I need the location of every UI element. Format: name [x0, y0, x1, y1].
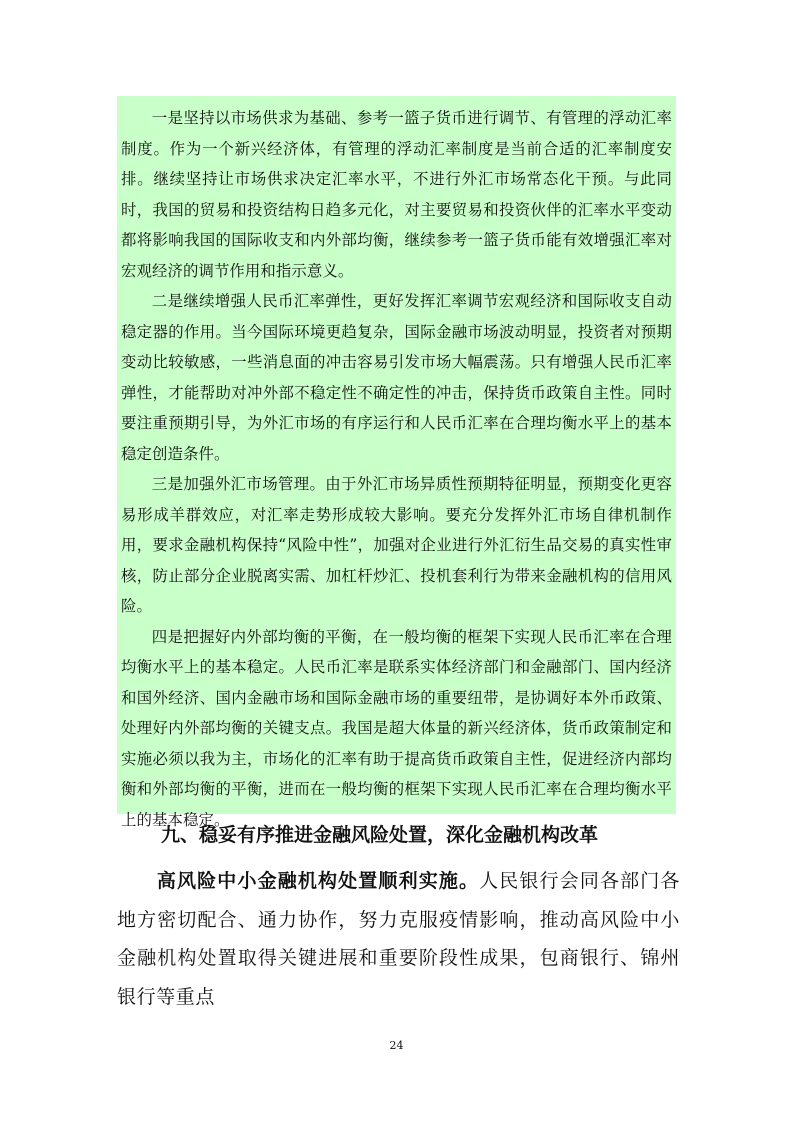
- page-number: 24: [389, 1039, 404, 1052]
- paragraph-fx-market-management: 三是加强外汇市场管理。由于外汇市场异质性预期特征明显，预期变化更容易形成羊群效应，对汇率走势形成较大影响。要充分发挥外汇市场自律机制作用，要求金融机构保持“风险中性”，加强对企业进行外汇衍生品交易的真实性审核，防止部分企业脱离实需、加杠杆炒汇、投机套利行为带来金融机构的信用风险。: [121, 475, 672, 615]
- section-body-lead: 高风险中小金融机构处置顺利实施。: [156, 870, 480, 892]
- section-heading: 九、稳妥有序推进金融风险处置，深化金融机构改革: [161, 824, 599, 846]
- paragraph-exchange-rate-flexibility: 二是继续增强人民币汇率弹性，更好发挥汇率调节宏观经济和国际收支自动稳定器的作用。当今国际环境更趋复杂，国际金融市场波动明显，投资者对预期变动比较敏感，一些消息面的冲击容易引发市场大幅震荡。只有增强人民币汇率弹性，才能帮助对冲外部不稳定性不确定性的冲击，保持货币政策自主性。同时要注重预期引导，为外汇市场的有序运行和人民币汇率在合理均衡水平上的基本稳定创造条件。: [121, 292, 672, 463]
- section-body-text: 人民银行会同各部门各地方密切配合、通力协作，努力克服疫情影响，推动高风险中小金融机构处置取得关键进展和重要阶段性成果，包商银行、锦州银行等重点: [117, 870, 680, 1008]
- section-body-paragraph: [117, 862, 680, 1016]
- paragraph-internal-external-balance: 四是把握好内外部均衡的平衡，在一般均衡的框架下实现人民币汇率在合理均衡水平上的基本稳定。人民币汇率是联系实体经济部门和金融部门、国内经济和国外经济、国内金融市场和国际金融市场的重要纽带，是协调好本外币政策、处理好内外部均衡的关键支点。我国是超大体量的新兴经济体，货币政策制定和实施必须以我为主，市场化的汇率有助于提高货币政策自主性，促进经济内部均衡和外部均衡的平衡，进而在一般均衡的框架下实现人民币汇率在合理均衡水平上的基本稳定。: [121, 627, 672, 829]
- paragraph-exchange-rate-regime: 一是坚持以市场供求为基础、参考一篮子货币进行调节、有管理的浮动汇率制度。作为一个新兴经济体，有管理的浮动汇率制度是当前合适的汇率制度安排。继续坚持让市场供求决定汇率水平，不进行外汇市场常态化干预。与此同时，我国的贸易和投资结构日趋多元化，对主要贸易和投资伙伴的汇率水平变动都将影响我国的国际收支和内外部均衡，继续参考一篮子货币能有效增强汇率对宏观经济的调节作用和指示意义。: [121, 109, 672, 280]
- highlighted-text-block: [117, 96, 676, 829]
